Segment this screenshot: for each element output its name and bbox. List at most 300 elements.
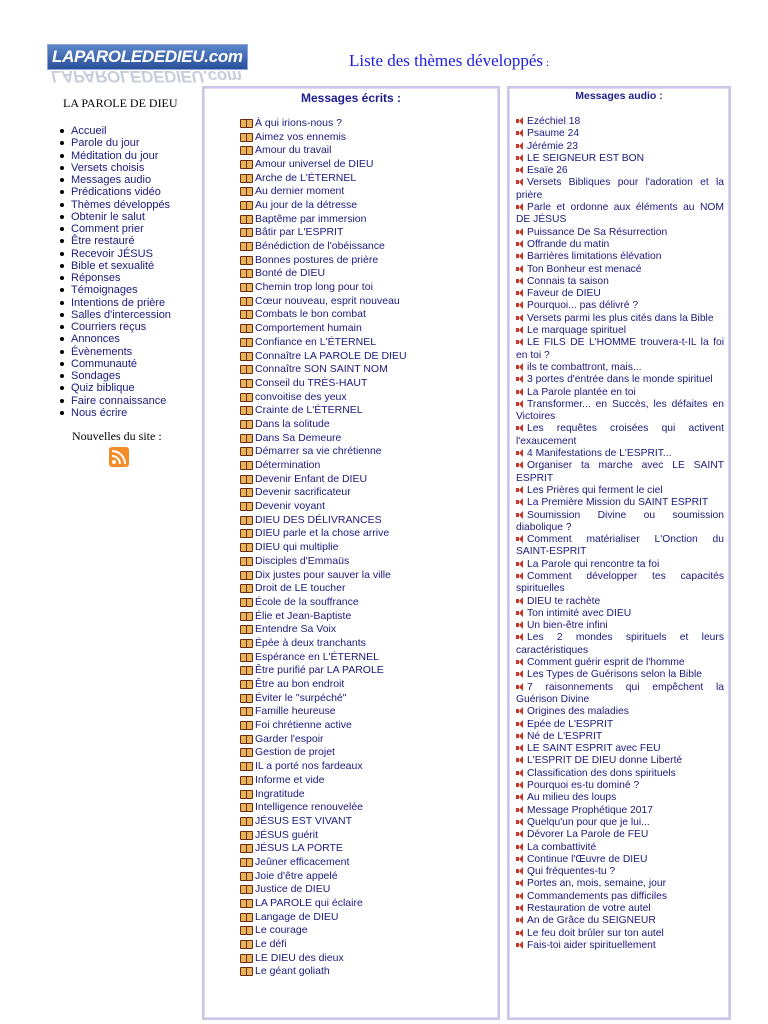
written-message-link[interactable]: convoitise des yeux (255, 390, 347, 403)
written-message-link[interactable]: Devenir voyant (255, 500, 326, 513)
list-item (239, 910, 407, 924)
written-message-link[interactable]: Garder l'espoir (255, 732, 324, 745)
list-item (516, 202, 724, 227)
open-book-icon (239, 884, 253, 894)
open-book-icon (239, 570, 253, 580)
list-item (239, 184, 407, 198)
sidebar-link[interactable]: Faire connaissance (71, 394, 167, 407)
written-message-link[interactable]: Entendre Sa Voix (255, 623, 337, 636)
audio-message-link[interactable]: Commandements pas difficiles (527, 890, 668, 902)
page-title-colon: : (546, 57, 550, 69)
audio-message-link[interactable]: Né de L'ESPRIT (527, 730, 603, 742)
audio-message-link[interactable]: Comment guérir esprit de l'homme (527, 657, 685, 669)
list-item (516, 682, 724, 707)
list-item (239, 267, 407, 281)
list-item (239, 294, 407, 308)
list-item (239, 759, 407, 773)
audio-message-link[interactable]: Dévorer La Parole de FEU (527, 829, 649, 841)
audio-message-link[interactable]: Puissance De Sa Résurrection (527, 226, 668, 238)
audio-message-link[interactable]: Comment développer tes capacités spirituelles (516, 570, 724, 595)
audio-message-link[interactable]: Transformer... en Succès, les défaites en Victoires (516, 398, 724, 423)
audio-message-link[interactable]: Organiser ta marche avec LE SAINT ESPRIT (516, 460, 724, 484)
list-item (239, 130, 407, 144)
written-message-link[interactable]: Au dernier moment (255, 185, 345, 198)
written-message-link[interactable]: DIEU qui multiplie (255, 541, 339, 554)
audio-message-link[interactable]: Soumission Divine ou soumission diabolique ? (516, 509, 724, 533)
audio-message-link[interactable]: La combattivité (527, 841, 597, 853)
written-message-link[interactable]: Ingratitude (255, 787, 305, 800)
open-book-icon (239, 132, 253, 142)
speaker-icon (516, 572, 525, 580)
speaker-icon (516, 818, 525, 826)
list-item (239, 445, 407, 459)
speaker-icon (516, 658, 525, 666)
open-book-icon (239, 611, 253, 621)
audio-message-link[interactable]: Jérémie 23 (527, 140, 578, 152)
written-message-link[interactable]: Gestion de projet (255, 746, 335, 759)
list-item (239, 212, 407, 226)
sidebar-link[interactable]: Témoignages (71, 284, 138, 297)
audio-message-link[interactable]: Portes an, mois, semaine, jour (527, 878, 667, 890)
list-item (516, 559, 724, 571)
sidebar-item (60, 321, 195, 333)
list-item (516, 423, 724, 448)
rss-icon-glyph (111, 449, 127, 465)
audio-message-link[interactable]: LE SEIGNEUR EST BON (527, 152, 645, 164)
list-item (239, 143, 407, 157)
speaker-icon (516, 609, 525, 617)
sidebar-link[interactable]: Intentions de prière (71, 296, 166, 309)
audio-message-link[interactable]: Fais-toi aider spirituellement (527, 939, 656, 951)
written-message-link[interactable]: Amour universel de DIEU (255, 157, 374, 170)
audio-message-link[interactable]: Ezéchiel 18 (527, 116, 581, 127)
open-book-icon (239, 241, 253, 251)
written-message-link[interactable]: Arche de L'ÉTERNEL (255, 171, 357, 184)
written-message-link[interactable]: Devenir sacrificateur (255, 486, 351, 499)
written-message-link[interactable]: Connaître SON SAINT NOM (255, 363, 388, 376)
written-message-link[interactable]: Éviter le "surpéché" (255, 691, 347, 704)
written-message-link[interactable]: Langage de DIEU (255, 910, 339, 923)
list-item (516, 300, 724, 312)
open-book-icon (239, 843, 253, 853)
list-item (516, 497, 724, 509)
list-item (516, 288, 724, 300)
list-item (516, 239, 724, 251)
written-message-link[interactable]: Dans la solitude (255, 417, 330, 430)
written-message-link[interactable]: Connaître LA PAROLE DE DIEU (255, 349, 407, 362)
written-message-link[interactable]: Être purifié par LA PAROLE (255, 664, 384, 677)
audio-message-link[interactable]: La Parole qui rencontre ta foi (527, 558, 660, 570)
written-message-link[interactable]: Être au bon endroit (255, 678, 345, 691)
list-item (239, 513, 407, 527)
list-item (516, 940, 724, 952)
list-item (239, 924, 407, 938)
list-item (239, 390, 407, 404)
audio-message-link[interactable]: Les 2 mondes spirituels et leurs caractéristiques (516, 632, 724, 656)
list-item (516, 620, 724, 632)
written-message-link[interactable]: Le géant goliath (255, 965, 330, 978)
sidebar-link[interactable]: Nous écrire (71, 406, 128, 419)
sidebar-link[interactable]: Comment prier (71, 223, 144, 235)
site-name: LA PAROLE DE DIEU (63, 96, 178, 110)
site-logo[interactable] (47, 44, 243, 86)
list-item (516, 780, 724, 792)
audio-message-link[interactable]: Au milieu des loups (527, 792, 617, 804)
list-item (239, 499, 407, 513)
audio-message-link[interactable]: L'ESPRIT DE DIEU donne Liberté (527, 755, 683, 767)
open-book-icon (239, 583, 253, 593)
audio-message-link[interactable]: 3 portes d'entrée dans le monde spirituel (527, 374, 713, 386)
open-book-icon (239, 789, 253, 799)
sidebar-link[interactable]: Obtenir le salut (71, 210, 145, 223)
speaker-icon (516, 560, 525, 568)
written-message-link[interactable]: Comportement humain (255, 322, 362, 335)
open-book-icon (239, 624, 253, 634)
open-book-icon (239, 227, 253, 237)
list-item (239, 554, 407, 568)
speaker-icon (516, 843, 525, 851)
audio-message-link[interactable]: La Première Mission du SAINT ESPRIT (527, 497, 709, 509)
audio-message-link[interactable]: Les Prières qui ferment le ciel (527, 484, 663, 496)
sidebar-link[interactable]: Recevoir JÉSUS (71, 247, 153, 260)
list-item (239, 527, 407, 541)
open-book-icon (239, 392, 253, 402)
written-message-link[interactable]: École de la souffrance (255, 595, 359, 608)
speaker-icon (516, 707, 525, 715)
written-message-link[interactable]: Espérance en L'ÉTERNEL (255, 650, 379, 663)
audio-message-link[interactable]: Epée de L'ESPRIT (527, 718, 614, 730)
audio-message-link[interactable]: Esaïe 26 (527, 165, 568, 177)
audio-message-link[interactable]: 7 raisonnements qui empêchent la Guérison Divine (516, 681, 724, 705)
audio-message-link[interactable]: LE SAINT ESPRIT avec FEU (527, 743, 661, 755)
written-message-link[interactable]: Combats le bon combat (255, 308, 366, 321)
written-message-link[interactable]: Élie et Jean-Baptiste (255, 609, 352, 622)
sidebar-link[interactable]: Sondages (71, 370, 121, 382)
sidebar-link[interactable]: Versets choisis (71, 161, 145, 174)
audio-message-link[interactable]: Qui fréquentes-tu ? (527, 866, 616, 878)
speaker-icon (516, 756, 525, 764)
sidebar-item (60, 235, 195, 247)
list-item (516, 165, 724, 177)
list-item (239, 431, 407, 445)
speaker-icon (516, 732, 525, 740)
audio-message-link[interactable]: DIEU te rachète (527, 595, 601, 607)
audio-message-link[interactable]: Les requêtes croisées qui activent l'exaucement (516, 423, 724, 447)
sidebar-link[interactable]: Annonces (71, 333, 120, 346)
audio-message-link[interactable]: Le feu doit brûler sur ton autel (527, 927, 664, 939)
audio-message-link[interactable]: Versets parmi les plus cités dans la Bible (527, 312, 714, 324)
open-book-icon (239, 802, 253, 812)
speaker-icon (516, 498, 525, 506)
audio-message-link[interactable]: Continue l'Œuvre de DIEU (527, 853, 648, 865)
list-item (239, 883, 407, 897)
audio-message-link[interactable]: Barrières limitations élévation (527, 251, 662, 263)
written-message-link[interactable]: Épée à deux tranchants (255, 636, 366, 649)
speaker-icon (516, 289, 525, 297)
written-message-link[interactable]: Droit de LE toucher (255, 582, 346, 595)
written-message-link[interactable]: LE DIEU des dieux (255, 951, 344, 964)
speaker-icon (516, 892, 525, 900)
list-item (516, 387, 724, 399)
audio-message-link[interactable]: Les Types de Guérisons selon la Bible (527, 669, 702, 681)
open-book-icon (239, 405, 253, 415)
sidebar-link[interactable]: Bible et sexualité (71, 259, 155, 272)
list-item (239, 472, 407, 486)
list-item (239, 787, 407, 801)
audio-message-link[interactable]: Restauration de votre autel (527, 903, 651, 914)
list-item (516, 878, 724, 890)
audio-message-link[interactable]: Connais ta saison (527, 275, 609, 287)
list-item (516, 313, 724, 325)
speaker-icon (516, 793, 525, 801)
sidebar-link[interactable]: Salles d'intercession (71, 308, 171, 321)
open-book-icon (239, 747, 253, 757)
speaker-icon (516, 424, 525, 432)
written-messages-list (239, 116, 407, 978)
written-message-link[interactable]: Crainte de L'ÉTERNEL (255, 404, 363, 417)
written-message-link[interactable]: Le courage (255, 924, 308, 937)
sidebar-link[interactable]: Méditation du jour (71, 149, 159, 162)
list-item (516, 510, 724, 535)
list-item (516, 792, 724, 804)
speaker-icon (516, 363, 525, 371)
written-message-link[interactable]: Le défi (255, 938, 287, 951)
written-message-link[interactable]: Bâtir par L'ESPRIT (255, 226, 344, 239)
open-book-icon (239, 501, 253, 511)
open-book-icon (239, 665, 253, 675)
audio-messages-title: Messages audio : (575, 90, 663, 102)
audio-message-link[interactable]: Le marquage spirituel (527, 325, 627, 337)
open-book-icon (239, 268, 253, 278)
written-message-link[interactable]: JÉSUS EST VIVANT (255, 814, 353, 827)
open-book-icon (239, 925, 253, 935)
audio-message-link[interactable]: Offrande du matin (527, 238, 610, 250)
written-message-link[interactable]: Démarrer sa vie chrétienne (255, 445, 382, 458)
list-item (516, 657, 724, 669)
sidebar-link[interactable]: Communauté (71, 357, 138, 370)
list-item (239, 595, 407, 609)
open-book-icon (239, 871, 253, 881)
list-item (239, 650, 407, 664)
open-book-icon (239, 761, 253, 771)
written-message-link[interactable]: Amour du travail (255, 144, 332, 157)
sidebar-item (60, 137, 195, 149)
open-book-icon (239, 542, 253, 552)
audio-message-link[interactable]: LE FILS DE L'HOMME trouvera-t-IL la foi en toi ? (516, 337, 724, 361)
list-item (516, 706, 724, 718)
open-book-icon (239, 145, 253, 155)
audio-message-link[interactable]: Faveur de DIEU (527, 288, 601, 300)
audio-message-link[interactable]: Ton Bonheur est menacé (527, 263, 642, 275)
list-item (516, 448, 724, 460)
audio-message-link[interactable]: An de Grâce du SEIGNEUR (527, 915, 656, 927)
speaker-icon (516, 129, 525, 137)
written-message-link[interactable]: Jeûner efficacement (255, 855, 350, 868)
speaker-icon (516, 929, 525, 937)
list-item (239, 362, 407, 376)
sidebar-link[interactable]: Quiz biblique (71, 382, 135, 395)
speaker-icon (516, 388, 525, 396)
written-message-link[interactable]: Cœur nouveau, esprit nouveau (255, 294, 400, 307)
written-message-link[interactable]: Devenir Enfant de DIEU (255, 472, 368, 485)
sidebar-item (60, 260, 195, 272)
open-book-icon (239, 433, 253, 443)
sidebar-item (60, 370, 195, 382)
written-message-link[interactable]: Joie d'être appelé (255, 869, 338, 882)
sidebar-link[interactable]: Être restauré (71, 235, 135, 248)
list-item (516, 805, 724, 817)
audio-message-link[interactable]: Parle et ordonne aux éléments au NOM DE JÉSUS (516, 202, 724, 226)
written-message-link[interactable]: Aimez vos ennemis (255, 130, 347, 143)
speaker-icon (516, 670, 525, 678)
open-book-icon (239, 323, 253, 333)
open-book-icon (239, 638, 253, 648)
list-item (239, 280, 407, 294)
open-book-icon (239, 118, 253, 128)
rss-icon[interactable] (109, 447, 129, 467)
list-item (239, 157, 407, 171)
list-item (239, 636, 407, 650)
speaker-icon (516, 203, 525, 211)
written-message-link[interactable]: JÉSUS LA PORTE (255, 842, 343, 855)
sidebar-link[interactable]: Prédications vidéo (71, 186, 161, 199)
audio-message-link[interactable]: Message Prophétique 2017 (527, 804, 653, 816)
speaker-icon (516, 375, 525, 383)
sidebar-item (60, 284, 195, 296)
sidebar-item (60, 162, 195, 174)
open-book-icon (239, 282, 253, 292)
open-book-icon (239, 857, 253, 867)
speaker-icon (516, 535, 525, 543)
list-item (516, 141, 724, 153)
open-book-icon (239, 351, 253, 361)
open-book-icon (239, 309, 253, 319)
speaker-icon (516, 806, 525, 814)
list-item (516, 755, 724, 767)
written-message-link[interactable]: Intelligence renouvelée (255, 801, 363, 814)
sidebar-item (60, 248, 195, 260)
sidebar-link[interactable]: Messages audio (71, 174, 152, 186)
open-book-icon (239, 214, 253, 224)
sidebar-link[interactable]: Réponses (71, 272, 121, 284)
list-item (239, 253, 407, 267)
logo-text: LAPAROLEDEDIEU.com (47, 44, 248, 70)
sidebar-link[interactable]: Évènements (71, 345, 133, 358)
written-message-link[interactable]: Conseil du TRÈS-HAUT (255, 376, 368, 389)
audio-message-link[interactable]: Classification des dons spirituels (527, 767, 676, 779)
written-message-link[interactable]: Confiance en L'ÉTERNEL (255, 335, 377, 348)
speaker-icon (516, 400, 525, 408)
open-book-icon (239, 693, 253, 703)
written-message-link[interactable]: Famille heureuse (255, 705, 336, 718)
list-item (516, 854, 724, 866)
written-message-link[interactable]: LA PAROLE qui éclaire (255, 897, 363, 910)
speaker-icon (516, 916, 525, 924)
sidebar-item (60, 211, 195, 223)
audio-message-link[interactable]: Versets Bibliques pour l'adoration et la prière (516, 177, 724, 201)
open-book-icon (239, 378, 253, 388)
speaker-icon (516, 781, 525, 789)
audio-message-link[interactable]: Pourquoi es-tu dominé ? (527, 780, 640, 792)
audio-message-link[interactable]: Un bien-être infini (527, 620, 608, 632)
list-item (239, 718, 407, 732)
sidebar-link[interactable]: Thèmes développés (71, 198, 171, 211)
written-message-link[interactable]: Bonté de DIEU (255, 267, 326, 280)
speaker-icon (516, 154, 525, 162)
sidebar-link[interactable]: Parole du jour (71, 137, 140, 150)
sidebar-item (60, 346, 195, 358)
list-item (516, 669, 724, 681)
list-item (516, 866, 724, 878)
audio-message-link[interactable]: Quelqu'un pour que je lui... (527, 816, 650, 828)
list-item (516, 903, 724, 915)
written-message-link[interactable]: Chemin trop long pour toi (255, 281, 373, 294)
sidebar-item (60, 125, 195, 137)
written-message-link[interactable]: DIEU DES DÉLIVRANCES (255, 513, 382, 526)
sidebar (60, 96, 195, 467)
audio-message-link[interactable]: 4 Manifestations de L'ESPRIT... (527, 448, 672, 460)
audio-message-link[interactable]: ils te combattront, mais... (527, 361, 642, 373)
list-item (239, 855, 407, 869)
list-item (516, 276, 724, 288)
written-message-link[interactable]: IL a porté nos fardeaux (255, 760, 363, 773)
speaker-icon (516, 486, 525, 494)
open-book-icon (239, 487, 253, 497)
audio-message-link[interactable]: Psaume 24 (527, 128, 580, 140)
audio-message-link[interactable]: Pourquoi... pas délivré ? (527, 300, 639, 312)
list-item (516, 264, 724, 276)
written-message-link[interactable]: Disciples d'Emmaüs (255, 554, 350, 567)
list-item (516, 153, 724, 165)
list-item (516, 251, 724, 263)
sidebar-item (60, 174, 195, 186)
list-item (516, 915, 724, 927)
written-message-link[interactable]: Baptême par immersion (255, 212, 367, 225)
speaker-icon (516, 633, 525, 641)
list-item (239, 705, 407, 719)
sidebar-link[interactable]: Accueil (71, 125, 107, 137)
written-message-link[interactable]: Justice de DIEU (255, 883, 331, 896)
written-message-link[interactable]: Bonnes postures de prière (255, 253, 379, 266)
speaker-icon (516, 879, 525, 887)
written-message-link[interactable]: JÉSUS guérit (255, 828, 319, 841)
audio-message-link[interactable]: La Parole plantée en toi (527, 386, 636, 398)
list-item (239, 116, 407, 130)
audio-message-link[interactable]: Ton intimité avec DIEU (527, 607, 632, 619)
list-item (516, 399, 724, 424)
list-item (239, 486, 407, 500)
sidebar-item (60, 199, 195, 211)
written-message-link[interactable]: Au jour de la détresse (255, 198, 358, 211)
audio-message-link[interactable]: Comment matérialiser L'Onction du SAINT-ESPRIT (516, 534, 724, 558)
list-item (239, 841, 407, 855)
audio-message-link[interactable]: Origines des maladies (527, 706, 629, 718)
sidebar-link[interactable]: Courriers reçus (71, 321, 147, 333)
written-message-link[interactable]: Informe et vide (255, 773, 325, 786)
written-message-link[interactable]: Foi chrétienne active (255, 719, 352, 732)
list-item (239, 349, 407, 363)
written-message-link[interactable]: Détermination (255, 459, 321, 472)
open-book-icon (239, 419, 253, 429)
speaker-icon (516, 904, 525, 912)
written-message-link[interactable]: Dix justes pour sauver la ville (255, 568, 391, 581)
open-book-icon (239, 515, 253, 525)
written-message-link[interactable]: DIEU parle et la chose arrive (255, 527, 390, 540)
written-message-link[interactable]: Bénédiction de l'obéissance (255, 240, 385, 253)
speaker-icon (516, 240, 525, 248)
written-message-link[interactable]: À qui irions-nous ? (255, 116, 342, 129)
written-message-link[interactable]: Dans Sa Demeure (255, 431, 342, 444)
